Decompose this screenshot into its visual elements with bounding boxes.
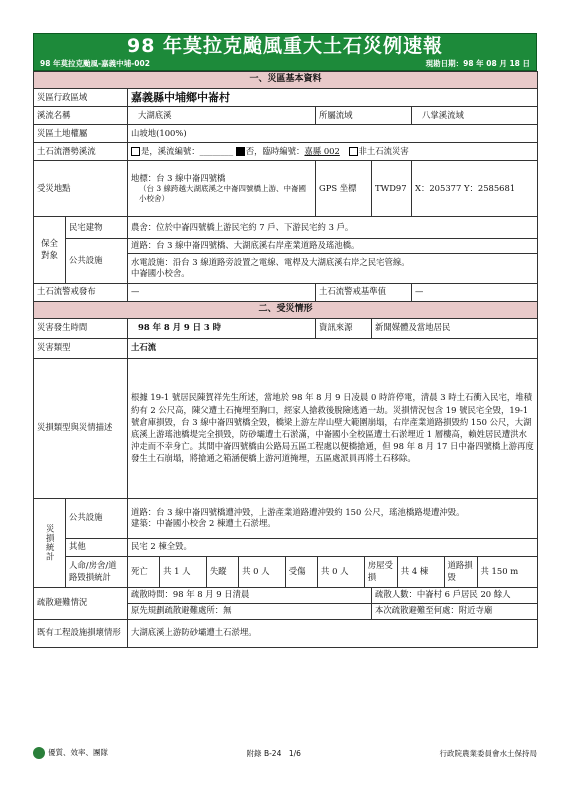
land-label: 災區土地權屬: [34, 125, 128, 143]
loss-building-text: 建築：中崙國小校舍 2 棟遭土石淤埋。: [131, 518, 276, 528]
loss-stat-label: 人命/房舍/道路毀損統計: [66, 556, 128, 587]
house-value: 共 4 棟: [397, 557, 444, 587]
option-non-label: 非土石流災害: [358, 145, 409, 156]
protect-res-value: 農舍：位於中崙四號橋上游民宅約 7 戶、下游民宅約 3 戶。: [128, 217, 538, 239]
location-landmark: [128, 161, 316, 217]
type-label: 災害類型: [34, 338, 128, 358]
loss-other-value: 民宅 2 棟全毀。: [128, 538, 538, 556]
checkbox-yes[interactable]: [131, 147, 140, 156]
road-label: 道路損毀: [444, 557, 477, 587]
facility-label: 既有工程設施損壞情形: [34, 619, 128, 647]
basin-label: 所屬流域: [316, 107, 412, 125]
report-banner: [33, 33, 537, 71]
gps-label: GPS 坐標: [316, 161, 372, 217]
warning-std-value: —: [412, 283, 538, 301]
option-no-label: 否，臨時編號：: [245, 145, 305, 156]
house-label: 房屋受損: [364, 557, 397, 587]
gps-datum: TWD97: [372, 161, 412, 217]
warning-label: 土石流警戒發布: [34, 283, 128, 301]
gps-coords: X：205377 Y：2585681: [412, 161, 538, 217]
section-basic-info: 一、災區基本資料: [34, 72, 538, 89]
desc-label: 災損類型與災情描述: [34, 358, 128, 498]
report-code: 98 年莫拉克颱風-嘉義中埔-002: [40, 59, 150, 68]
footer-page: 附錄 B-24 1/6: [246, 748, 301, 758]
desc-text: 根據 19-1 號居民陳賀祥先生所述，當地於 98 年 8 月 9 日凌晨 0 時許停電，清晨 3 時土石衝入民宅，堆積約有 2 公尺高，陳父遭土石掩埋至胸口，經家人搶救後脫險逃過一劫。災損情況包含 19 號民宅全毀，19-1 號倉庫損毀，台 3 線中崙四號橋全毀，橋梁上游左岸山壁大範圍崩塌，右岸產業道路損毀約 150 公尺，大湖底溪上游瑤池橋堤完全損毀，防砂壩遭土石淤滿，中崙國小全校區遭土石淤埋近 1 層樓高，賴姓居民遭洪水沖走而不幸身亡。其間中崙四號橋由公路局五區工程處以便橋搶通，但 98 年 8 月 17 日中崙四號橋上游再度發生土石崩塌，將搶通之箱涵便橋上游河道掩埋，五區處派員再將土石移除。: [128, 358, 538, 498]
source-value: 新聞媒體及當地居民: [372, 318, 538, 338]
evac-plan: 原先規劃疏散避難處所：無: [128, 603, 372, 619]
footer-motto-wrap: [33, 747, 108, 759]
protect-label: 保全對象: [34, 217, 66, 284]
land-value: 山坡地(100%): [128, 125, 538, 143]
loss-stat-cells: [128, 556, 538, 587]
checkbox-no[interactable]: [236, 147, 245, 156]
admin-value: 嘉義縣中埔鄉中崙村: [128, 89, 538, 107]
warning-std-label: 土石流警戒基準值: [316, 283, 412, 301]
protect-res-label: 民宅建物: [66, 217, 128, 239]
agency-logo-icon: [33, 747, 45, 759]
injured-value: 共 0 人: [318, 557, 365, 587]
stream-value: 大湖底溪: [128, 107, 316, 125]
temp-number: 嘉縣 002: [304, 145, 340, 156]
protect-pub-utility: [128, 253, 538, 283]
report-title: 98 年莫拉克颱風重大土石災例速報: [126, 35, 444, 57]
checkbox-non-debris[interactable]: [349, 147, 358, 156]
road-value: 共 150 m: [480, 565, 519, 576]
missing-label: 失蹤: [206, 557, 238, 587]
report-page: [33, 33, 537, 648]
admin-label: 災區行政區域: [34, 89, 128, 107]
footer-motto: 優質、效率、團隊: [48, 748, 108, 757]
protect-pub-label: 公共設施: [66, 239, 128, 284]
loss-other-label: 其他: [66, 538, 128, 556]
warning-value: —: [128, 283, 316, 301]
evac-count: 疏散人數：中崙村 6 戶居民 20 餘人: [372, 587, 538, 603]
utility-text: 水電設施：沿台 3 線道路旁設置之電線、電桿及大湖底溪右岸之民宅管線。: [131, 256, 410, 267]
landmark-text: 地標：台 3 線中崙四號橋: [131, 172, 226, 183]
loss-pub-label: 公共設施: [66, 498, 128, 538]
facility-value: 大湖底溪上游防砂壩遭土石淤埋。: [128, 619, 538, 647]
evac-time: 疏散時間：98 年 8 月 9 日清晨: [128, 587, 372, 603]
report-table: [33, 71, 538, 648]
stream-label: 溪流名稱: [34, 107, 128, 125]
landmark-note: （台 3 線跨越大湖底溪之中崙四號橋上游、中崙國小校舍）: [139, 184, 307, 204]
potential-options: [128, 143, 538, 161]
time-label: 災害發生時間: [34, 318, 128, 338]
evac-label: 疏散避難情況: [34, 587, 128, 619]
report-subheader: [34, 58, 536, 70]
stream-number-blank: ________: [199, 145, 234, 156]
type-value: 土石流: [128, 338, 538, 358]
loss-stat-table: [128, 557, 537, 587]
location-label: 受災地點: [34, 161, 128, 217]
evac-actual: 本次疏散避難至何處：附近寺廟: [372, 603, 538, 619]
option-yes-label: 是，溪流編號：: [141, 145, 200, 156]
basin-value: 八掌溪流域: [412, 107, 538, 125]
loss-pub-value: [128, 498, 538, 538]
school-text: 中崙國小校舍。: [131, 268, 190, 278]
survey-date: 現勘日期：98 年 08 月 18 日: [425, 59, 530, 68]
loss-road-text: 道路：台 3 線中崙四號橋遭沖毀，上游產業道路遭沖毀約 150 公尺，瑤池橋路堤遭沖毀。: [131, 506, 465, 517]
section-damage: 二、受災情形: [34, 301, 538, 318]
potential-label: 土石流潛勢溪流: [34, 143, 128, 161]
time-value: 98 年 8 月 9 日 3 時: [128, 318, 316, 338]
protect-pub-road: 道路：台 3 線中崙四號橋、大湖底溪右岸產業道路及瑤池橋。: [128, 239, 538, 254]
footer-agency: 行政院農業委員會水土保持局: [439, 748, 537, 758]
missing-value: 共 0 人: [239, 557, 286, 587]
page-footer: [33, 747, 537, 759]
loss-label: 災損統計: [34, 498, 66, 587]
dead-value: 共 1 人: [160, 557, 207, 587]
source-label: 資訊來源: [316, 318, 372, 338]
injured-label: 受傷: [285, 557, 317, 587]
dead-label: 死亡: [128, 557, 160, 587]
